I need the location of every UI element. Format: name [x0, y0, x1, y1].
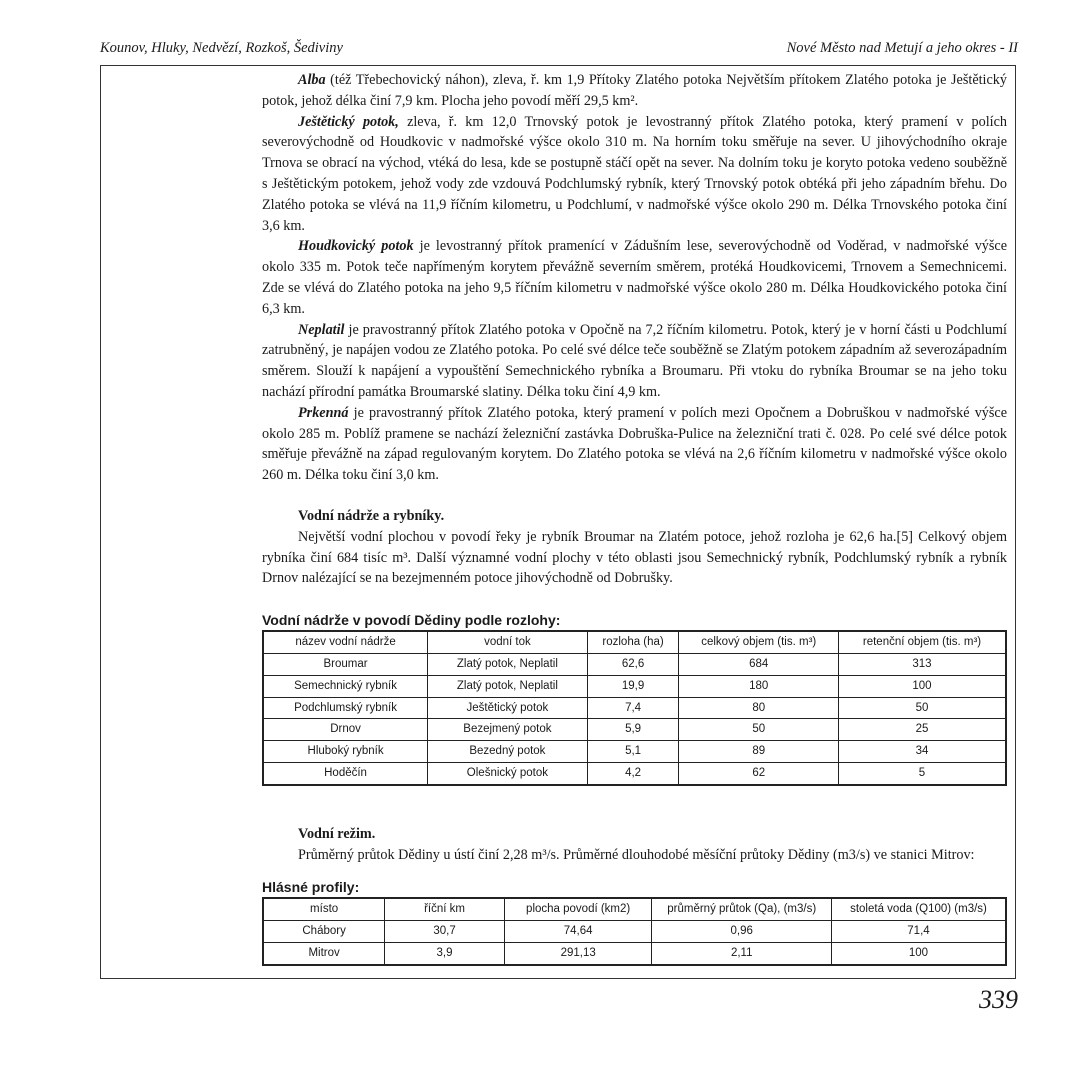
table-cell: 62: [679, 762, 839, 784]
table-cell: 25: [838, 719, 1006, 741]
table-cell: 5,1: [587, 741, 679, 763]
table-cell: Podchlumský rybník: [263, 697, 428, 719]
river-description: zleva, ř. km 12,0 Trnovský potok je levostranný přítok Zlatého potoka, který pramení v polích severovýchodně od Houdkovic v nadmořské výšce okolo 310 m. Na horním toku směřuje na sever. U jihovýchodního okraje Trnova se obrací na východ, vtéká do lesa, kde se postupně stáčí opět na sever. Na dolním toku je koryto potoka vedeno souběžně s Ještětickým potokem, jehož vody zde vzdouvá Podchlumský rybník, který Trnovský potok obtéká při jeho západním břehu. Do Zlatého potoka se vlévá na 11,9 říčním kilometru, u Podchlumí, v nadmořské výšce okolo 290 m. Délka Trnovského potoka činí 3,6 km.: [262, 113, 1007, 234]
table-cell: 80: [679, 697, 839, 719]
profile-table: [262, 897, 1007, 965]
table-cell: Semechnický rybník: [263, 675, 428, 697]
regime-section-title: Vodní režim.: [298, 825, 376, 842]
table-cell: Chábory: [263, 921, 385, 943]
running-header-left: Kounov, Hluky, Nedvězí, Rozkoš, Šediviny: [100, 40, 343, 56]
table-cell: 62,6: [587, 653, 679, 675]
table-cell: 5,9: [587, 719, 679, 741]
table-cell: Hluboký rybník: [263, 741, 428, 763]
main-content: [262, 70, 1007, 966]
table-row: [263, 653, 1006, 675]
table-cell: 100: [831, 942, 1006, 964]
table-cell: 50: [838, 697, 1006, 719]
table-cell: 313: [838, 653, 1006, 675]
table-row: [263, 697, 1006, 719]
table-cell: 100: [838, 675, 1006, 697]
table-row: [263, 942, 1006, 964]
table-cell: 0,96: [652, 921, 832, 943]
river-name: Houdkovický potok: [298, 238, 414, 255]
table-cell: 71,4: [831, 921, 1006, 943]
table-row: [263, 719, 1006, 741]
river-description: je levostranný přítok pramenící v Zádušním lese, severovýchodně od Voděrad, v nadmořské výšce okolo 335 m. Potok teče napřímeným korytem převážně severním směrem, protéká Houdkovicemi, Trnovem a Semechnicemi. Zde se vlévá do Zlatého potoka na jeho 9,5 říčním kilometru v nadmořské výšce okolo 280 m. Délka Houdkovického potoka činí 6,3 km.: [262, 238, 1007, 317]
table-cell: Hoděčín: [263, 762, 428, 784]
table-cell: Zlatý potok, Neplatil: [428, 653, 588, 675]
column-header: rozloha (ha): [587, 631, 679, 653]
river-paragraph: [262, 403, 1007, 486]
column-header: stoletá voda (Q100) (m3/s): [831, 898, 1006, 920]
river-description: je pravostranný přítok Zlatého potoka v Opočně na 7,2 říčním kilometru. Potok, který je v horní části u Podchlumí zatrubněný, je napájen vodou ze Zlatého potoka. Po celé své délce teče souběžně se Zlatým potokem západním až severozápadním směrem. Slouží k napájení a vypouštění Semechnického rybníka a Broumaru. Při vtoku do rybníka Broumar se na jeho toku nachází přírodní památka Broumarské slatiny. Délka toku činí 4,9 km.: [262, 321, 1007, 400]
table-cell: 7,4: [587, 697, 679, 719]
table-cell: 5: [838, 762, 1006, 784]
column-header: místo: [263, 898, 385, 920]
table-cell: 30,7: [385, 921, 505, 943]
table-cell: 4,2: [587, 762, 679, 784]
reservoir-table-caption: Vodní nádrže v povodí Dědiny podle rozlohy:: [262, 612, 561, 629]
table-cell: 50: [679, 719, 839, 741]
table-cell: Ještětický potok: [428, 697, 588, 719]
table-cell: 2,11: [652, 942, 832, 964]
profile-table-caption: Hlásné profily:: [262, 879, 360, 896]
river-name: Prkenná: [298, 404, 349, 421]
river-paragraph: [262, 320, 1007, 403]
table-cell: Mitrov: [263, 942, 385, 964]
table-cell: 684: [679, 653, 839, 675]
table-row: [263, 675, 1006, 697]
table-cell: 89: [679, 741, 839, 763]
river-name: Ještětický potok,: [298, 113, 399, 130]
river-paragraph: [262, 236, 1007, 319]
table-cell: 3,9: [385, 942, 505, 964]
table-cell: 19,9: [587, 675, 679, 697]
table-row: [263, 921, 1006, 943]
reservoir-table-header: [263, 631, 1006, 653]
column-header: říční km: [385, 898, 505, 920]
profile-table-header: [263, 898, 1006, 920]
reservoirs-section-title: Vodní nádrže a rybníky.: [298, 507, 445, 524]
table-row: [263, 741, 1006, 763]
column-header: retenční objem (tis. m³): [838, 631, 1006, 653]
table-row: [263, 762, 1006, 784]
column-header: celkový objem (tis. m³): [679, 631, 839, 653]
river-paragraph: [262, 112, 1007, 237]
column-header: průměrný průtok (Qa), (m3/s): [652, 898, 832, 920]
reservoir-table: [262, 630, 1007, 786]
river-description: je pravostranný přítok Zlatého potoka, který pramení v polích mezi Opočnem a Dobruškou v nadmořské výšce okolo 285 m. Poblíž pramene se nachází železniční zastávka Dobruška-Pulice na železniční trati č. 028. Po celé své délce potok směřuje převážně na západ regulovaným korytem. Do Zlatého potoka se vlévá na 2,6 říčním kilometru v nadmořské výšce okolo 260 m. Délka toku činí 3,0 km.: [262, 404, 1007, 484]
river-descriptions: [262, 70, 1007, 486]
table-cell: Bezejmený potok: [428, 719, 588, 741]
running-header-right: Nové Město nad Metují a jeho okres - II: [786, 40, 1018, 56]
table-cell: 291,13: [504, 942, 652, 964]
column-header: název vodní nádrže: [263, 631, 428, 653]
regime-section-text: Průměrný průtok Dědiny u ústí činí 2,28 m³/s. Průměrné dlouhodobé měsíční průtoky Dědiny (m3/s) ve stanici Mitrov:: [298, 846, 975, 863]
table-cell: Drnov: [263, 719, 428, 741]
table-cell: 180: [679, 675, 839, 697]
river-name: Alba: [298, 72, 326, 88]
page-number: 339: [979, 985, 1018, 1014]
column-header: vodní tok: [428, 631, 588, 653]
table-cell: Zlatý potok, Neplatil: [428, 675, 588, 697]
table-cell: Olešnický potok: [428, 762, 588, 784]
river-paragraph: [262, 70, 1007, 112]
river-description: (též Třebechovický náhon), zleva, ř. km 1,9 Přítoky Zlatého potoka Největším přítokem Zlatého potoka je Ještětický potok, jehož délka činí 7,9 km. Plocha jeho povodí měří 29,5 km².: [262, 72, 1007, 109]
table-cell: Broumar: [263, 653, 428, 675]
table-cell: Bezedný potok: [428, 741, 588, 763]
column-header: plocha povodí (km2): [504, 898, 652, 920]
table-cell: 74,64: [504, 921, 652, 943]
table-cell: 34: [838, 741, 1006, 763]
reservoirs-section-text: Největší vodní plochou v povodí řeky je rybník Broumar na Zlatém potoce, jehož rozloha je 62,6 ha.[5] Celkový objem rybníka činí 684 tisíc m³. Další významné vodní plochy v této oblasti jsou Semechnický rybník, Podchlumský rybník a rybník Drnov nalézající se na bezejmenném potoce jihovýchodně od Dobrušky.: [262, 528, 1007, 587]
river-name: Neplatil: [298, 321, 345, 338]
